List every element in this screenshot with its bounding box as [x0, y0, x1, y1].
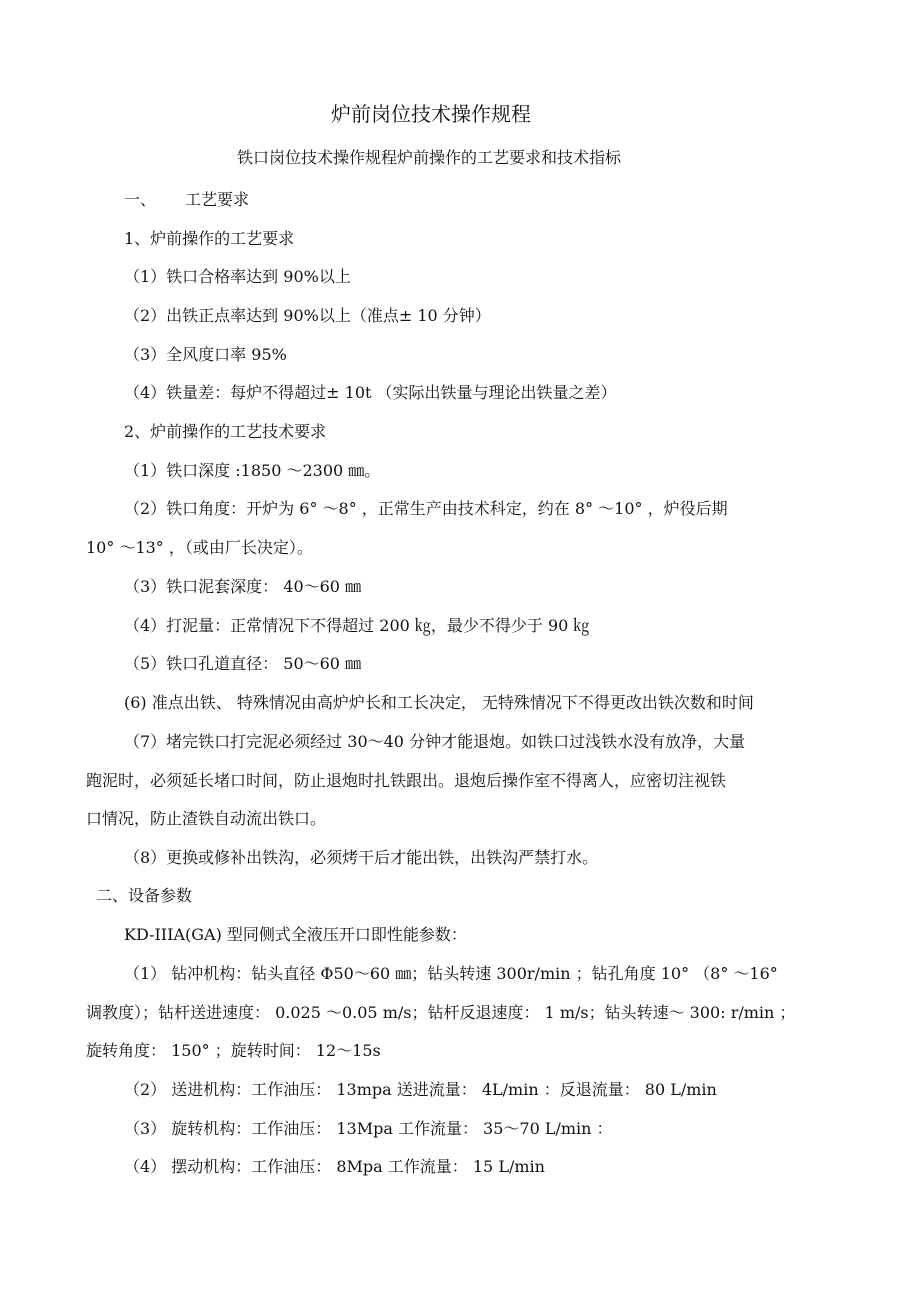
subsection-heading-1: 1、炉前操作的工艺要求 — [124, 229, 295, 248]
paragraph-item: （4） 摆动机构：工作油压： 8Mpa 工作流量： 15 L/min — [124, 1157, 545, 1176]
paragraph-item: （1） 钻冲机构：钻头直径 Φ50～60 ㎜；钻头转速 300r/min ；钻孔角度 10° （8° ～16° — [124, 964, 778, 983]
paragraph-item: （3）铁口泥套深度： 40～60 ㎜ — [124, 577, 362, 596]
paragraph-continuation: 10° ～13° ，（或由厂长决定）。 — [86, 538, 313, 557]
paragraph-item: （5）铁口孔道直径： 50～60 ㎜ — [124, 654, 362, 673]
paragraph-continuation: 旋转角度： 150° ；旋转时间： 12～15s — [86, 1041, 381, 1060]
paragraph-item: （3） 旋转机构：工作油压： 13Mpa 工作流量： 35～70 L/min ： — [124, 1119, 613, 1138]
paragraph-item: （2） 送进机构：工作油压： 13mpa 送进流量： 4L/min ：反退流量： 80 L/min — [124, 1080, 717, 1099]
paragraph-continuation: 口情况，防止渣铁自动流出铁口。 — [86, 809, 327, 828]
paragraph-item: （3）全风度口率 95% — [124, 345, 287, 364]
paragraph-item: （8）更换或修补出铁沟，必须烤干后才能出铁，出铁沟严禁打水。 — [124, 848, 599, 867]
document-subtitle: 铁口岗位技术操作规程炉前操作的工艺要求和技术指标 — [237, 148, 622, 167]
paragraph-item: （1）铁口合格率达到 90%以上 — [124, 267, 351, 286]
section2-intro: KD-IIIA(GA) 型同侧式全液压开口即性能参数： — [124, 925, 467, 944]
paragraph-item: （7）堵完铁口打完泥必须经过 30～40 分钟才能退炮。如铁口过浅铁水没有放净，大量 — [124, 732, 746, 751]
section1-heading-number: 一、 — [124, 190, 157, 209]
paragraph-item: （2）出铁正点率达到 90%以上（准点± 10 分钟） — [124, 306, 491, 325]
paragraph-item: （2）铁口角度：开炉为 6° ～8° ，正常生产由技术科定，约在 8° ～10° ，炉役后期 — [124, 499, 728, 518]
paragraph-continuation: 调教度）；钻杆送进速度： 0.025 ～0.05 m/s；钻杆反退速度： 1 m/s；钻头转速～ 300: r/min ； — [86, 1003, 796, 1022]
paragraph-item: （4）打泥量：正常情况下不得超过 200 ㎏，最少不得少于 90 ㎏ — [124, 616, 590, 635]
section2-heading: 二、设备参数 — [96, 886, 193, 905]
section1-heading: 工艺要求 — [185, 190, 250, 209]
paragraph-item: (6) 准点出铁、 特殊情况由高炉炉长和工长决定， 无特殊情况下不得更改出铁次数和时间 — [124, 693, 754, 712]
document-title: 炉前岗位技术操作规程 — [331, 102, 531, 126]
paragraph-item: （1）铁口深度 :1850 ～2300 ㎜。 — [124, 461, 381, 480]
paragraph-item: （4）铁量差：每炉不得超过± 10t （实际出铁量与理论出铁量之差） — [124, 383, 617, 402]
paragraph-continuation: 跑泥时，必须延长堵口时间，防止退炮时扎铁跟出。退炮后操作室不得离人，应密切注视铁 — [86, 771, 727, 790]
subsection-heading-2: 2、炉前操作的工艺技术要求 — [124, 422, 327, 441]
